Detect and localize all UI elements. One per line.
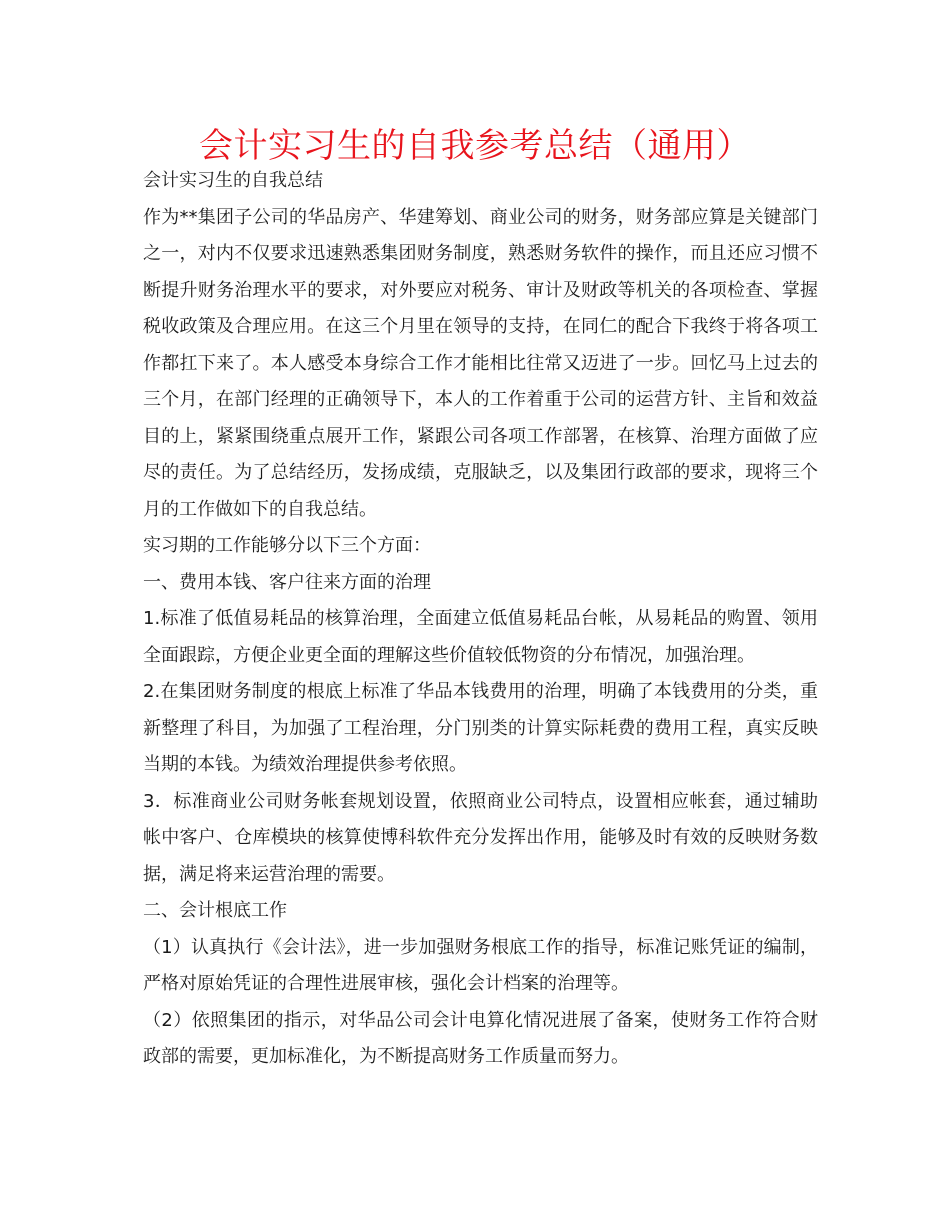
paragraph-aspects: 实习期的工作能够分以下三个方面： bbox=[143, 535, 431, 556]
paragraph-subtitle: 会计实习生的自我总结 bbox=[143, 170, 323, 191]
paragraph-item-3: 3．标准商业公司财务帐套规划设置，依照商业公司特点，设置相应帐套，通过辅助帐中客户、仓库模块的核算使博科软件充分发挥出作用，能够及时有效的反映财务数据，满足将来运营治理的需要。 bbox=[143, 790, 818, 885]
paragraph-item-2: 2.在集团财务制度的根底上标准了华品本钱费用的治理，明确了本钱费用的分类，重新整理了科目，为加强了工程治理，分门别类的计算实际耗费的费用工程，真实反映当期的本钱。为绩效治理提供参考依照。 bbox=[143, 681, 818, 775]
section-heading-basics: 二、会计根底工作 bbox=[143, 900, 287, 921]
paragraph-item-1: 1.标准了低值易耗品的核算治理，全面建立低值易耗品台帐，从易耗品的购置、领用全面跟踪，方便企业更全面的理解这些价值较低物资的分布情况，加强治理。 bbox=[143, 608, 818, 666]
document-title: 会计实习生的自我参考总结（通用） bbox=[199, 126, 751, 166]
paragraph-intro: 作为**集团子公司的华品房产、华建筹划、商业公司的财务，财务部应算是关键部门之一，对内不仅要求迅速熟悉集团财务制度，熟悉财务软件的操作，而且还应习惯不断提升财务治理水平的要求，对外要应对税务、审计及财政等机关的各项检查、掌握税收政策及合理应用。在这三个月里在领导的支持，在同仁的配合下我终于将各项工作都扛下来了。本人感受本身综合工作才能相比往常又迈进了一步。回忆马上过去的三个月，在部门经理的正确领导下，本人的工作着重于公司的运营方针、主旨和效益目的上，紧紧围绕重点展开工作，紧跟公司各项工作部署，在核算、治理方面做了应尽的责任。为了总结经历，发扬成绩，克服缺乏，以及集团行政部的要求，现将三个月的工作做如下的自我总结。 bbox=[143, 206, 818, 520]
document-body bbox=[143, 163, 818, 1076]
paragraph-basics-2: （2）依照集团的指示，对华品公司会计电算化情况进展了备案，使财务工作符合财政部的需要，更加标准化，为不断提高财务工作质量而努力。 bbox=[143, 1009, 818, 1067]
paragraph-basics-1: （1）认真执行《会计法》，进一步加强财务根底工作的指导，标准记账凭证的编制，严格对原始凭证的合理性进展审核，强化会计档案的治理等。 bbox=[143, 936, 818, 994]
section-heading-costs: 一、费用本钱、客户往来方面的治理 bbox=[143, 571, 431, 593]
